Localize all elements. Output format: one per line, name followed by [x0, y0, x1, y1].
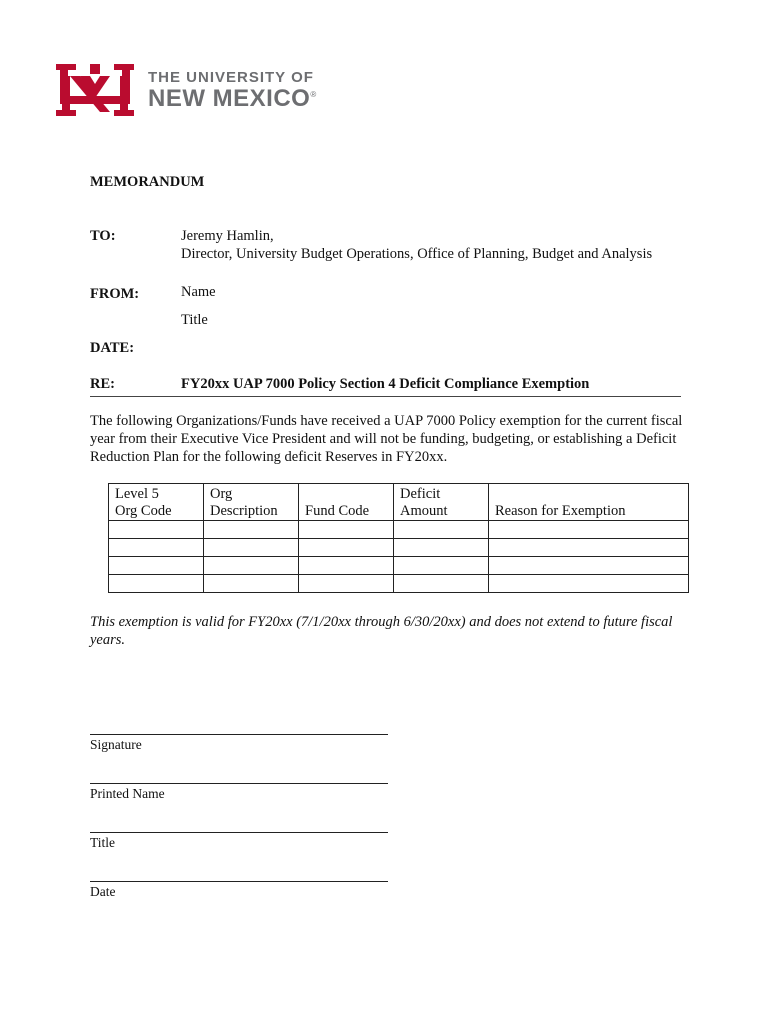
logo-wordmark: [148, 70, 317, 111]
signature-label: Signature: [90, 737, 142, 752]
registered-mark: ®: [310, 89, 317, 99]
from-name: Name: [181, 284, 216, 300]
column-header-deficit-amount: [394, 484, 489, 521]
to-name: Jeremy Hamlin,: [181, 228, 274, 244]
logo-line-2-text: NEW MEXICO: [148, 84, 311, 112]
table-cell[interactable]: [204, 539, 299, 557]
table-cell[interactable]: [489, 557, 689, 575]
column-header-level5: [109, 484, 204, 521]
table-cell[interactable]: [109, 575, 204, 593]
table-row: [109, 575, 689, 593]
header-line-2: Org Code: [115, 503, 172, 519]
table-cell[interactable]: [204, 557, 299, 575]
table-cell[interactable]: [489, 521, 689, 539]
column-header-reason: [489, 484, 689, 521]
column-header-fund-code: [299, 484, 394, 521]
table-cell[interactable]: [204, 521, 299, 539]
table-row: [109, 539, 689, 557]
re-subject: FY20xx UAP 7000 Policy Section 4 Deficit Compliance Exemption: [181, 376, 590, 392]
signature-line[interactable]: [90, 734, 388, 735]
header-line-1: Org: [210, 486, 233, 502]
to-label: TO:: [90, 228, 116, 244]
table-header-row: [109, 484, 689, 521]
table-cell[interactable]: [109, 521, 204, 539]
unm-logo: [54, 62, 317, 118]
table-cell[interactable]: [299, 539, 394, 557]
header-line-2: Description: [210, 503, 278, 519]
title-line[interactable]: [90, 832, 388, 833]
date-line[interactable]: [90, 881, 388, 882]
date-label: DATE:: [90, 340, 135, 356]
title-label: Title: [90, 835, 116, 850]
header-line-1: Level 5: [115, 486, 159, 502]
logo-line-2: [148, 84, 317, 112]
table-cell[interactable]: [204, 575, 299, 593]
table-row: [109, 521, 689, 539]
body-paragraph: The following Organizations/Funds have received a UAP 7000 Policy exemption for the current fiscal year from their Executive Vice President and will not be funding, budgeting, or establishing a Deficit Reduction Plan for the following deficit Reserves in FY20xx.: [90, 413, 683, 465]
memo-heading: MEMORANDUM: [90, 174, 205, 190]
table-cell[interactable]: [394, 575, 489, 593]
table-cell[interactable]: [394, 557, 489, 575]
header-line-2: Fund Code: [305, 503, 370, 519]
to-title: Director, University Budget Operations, Office of Planning, Budget and Analysis: [181, 246, 653, 262]
header-line-2: Amount: [400, 503, 448, 519]
table-cell[interactable]: [489, 539, 689, 557]
header-line-2: Reason for Exemption: [495, 503, 626, 519]
printed-name-line[interactable]: [90, 783, 388, 784]
table-cell[interactable]: [109, 539, 204, 557]
table-cell[interactable]: [109, 557, 204, 575]
from-label: FROM:: [90, 286, 140, 302]
logo-line-1: THE UNIVERSITY OF: [148, 68, 314, 86]
table-cell[interactable]: [394, 539, 489, 557]
column-header-org-description: [204, 484, 299, 521]
exemption-table: [108, 483, 689, 593]
table-cell[interactable]: [299, 557, 394, 575]
unm-logo-icon: [54, 62, 136, 118]
date-sign-label: Date: [90, 884, 116, 899]
printed-name-label: Printed Name: [90, 786, 165, 801]
from-title: Title: [181, 312, 208, 328]
subject-rule: [90, 396, 681, 397]
table-row: [109, 557, 689, 575]
table-cell[interactable]: [299, 575, 394, 593]
re-label: RE:: [90, 376, 115, 392]
header-line-1: Deficit: [400, 486, 441, 502]
table-cell[interactable]: [299, 521, 394, 539]
validity-note: This exemption is valid for FY20xx (7/1/20xx through 6/30/20xx) and does not extend to future fiscal years.: [90, 614, 673, 648]
table-cell[interactable]: [489, 575, 689, 593]
table-cell[interactable]: [394, 521, 489, 539]
